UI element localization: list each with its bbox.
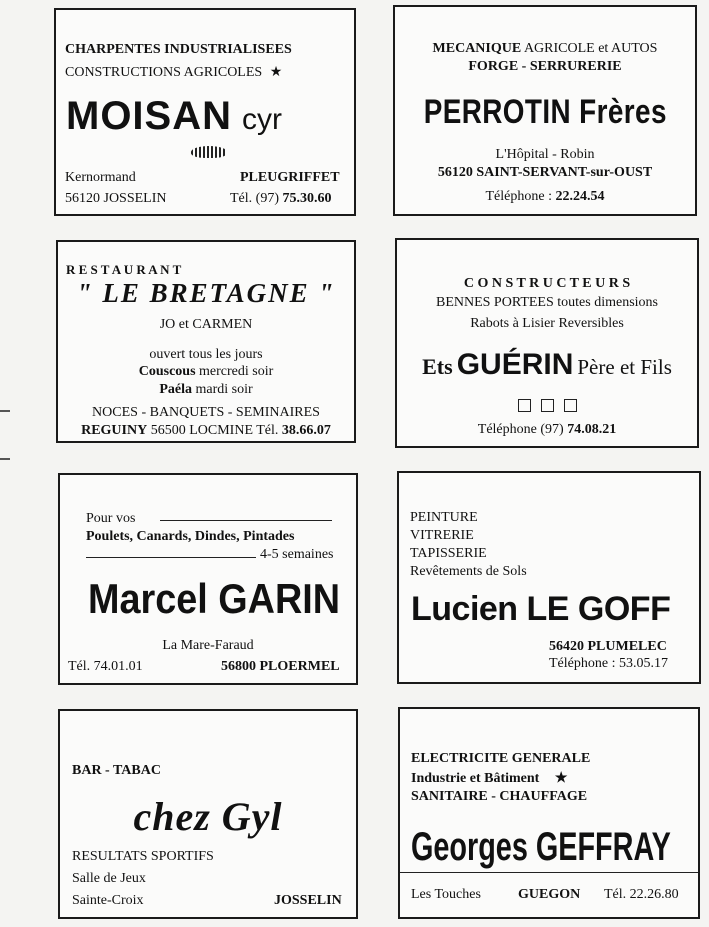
company-name: chez Gyl bbox=[133, 794, 283, 839]
city: 56120 SAINT-SERVANT-sur-OUST bbox=[437, 165, 653, 180]
city: 56420 PLUMELEC bbox=[549, 639, 667, 654]
company-name-main: GUÉRIN bbox=[456, 348, 574, 381]
company-name: " LE BRETAGNE " bbox=[76, 278, 336, 308]
telephone bbox=[397, 422, 697, 438]
ad-guerin bbox=[395, 238, 699, 448]
decorative-squares bbox=[397, 396, 697, 414]
ad-line-text: Industrie et Bâtiment bbox=[411, 771, 540, 786]
ad-le-bretagne bbox=[56, 240, 356, 443]
ad-line: BAR - TABAC bbox=[72, 763, 161, 778]
ad-line bbox=[395, 41, 695, 57]
ad-line: PEINTURE bbox=[410, 510, 478, 525]
company-name-text: Georges GEFFRAY bbox=[411, 825, 671, 869]
ad-line: TAPISSERIE bbox=[410, 546, 487, 561]
star-icon: ★ bbox=[269, 65, 283, 80]
company-name: Lucien LE GOFF bbox=[411, 590, 671, 628]
opening: ouvert tous les jours bbox=[149, 347, 263, 362]
dish bbox=[58, 364, 354, 380]
ad-line: BENNES PORTEES toutes dimensions bbox=[435, 295, 658, 310]
ad-line: R E S T A U R A N T bbox=[66, 262, 182, 277]
ad-line bbox=[411, 770, 567, 787]
telephone bbox=[395, 189, 695, 205]
tel-number: 22.24.54 bbox=[555, 189, 605, 204]
address bbox=[58, 423, 354, 439]
logo-icon bbox=[191, 146, 227, 158]
city: 56120 JOSSELIN bbox=[65, 191, 167, 206]
company-name-text: PERROTIN Frères bbox=[423, 93, 667, 131]
tel-label: Téléphone (97) bbox=[477, 422, 564, 437]
company-name-main: MOISAN bbox=[66, 94, 232, 138]
ad-perrotin bbox=[393, 5, 697, 216]
ad-line: ELECTRICITE GENERALE bbox=[411, 751, 591, 766]
square-icon bbox=[564, 399, 577, 412]
ad-line: SANITAIRE - CHAUFFAGE bbox=[411, 789, 588, 804]
ad-line bbox=[65, 64, 282, 81]
company-name-sub: cyr bbox=[242, 103, 282, 136]
square-icon bbox=[541, 399, 554, 412]
ad-line-text: CONSTRUCTIONS AGRICOLES bbox=[65, 65, 263, 80]
ad-moisan bbox=[54, 8, 356, 216]
telephone: Tél. 22.26.80 bbox=[604, 887, 679, 902]
company-prefix: Ets bbox=[422, 354, 453, 379]
ad-line-bold: MECANIQUE bbox=[432, 41, 522, 56]
ad-line: 4-5 semaines bbox=[260, 547, 334, 562]
star-icon: ★ bbox=[554, 771, 568, 786]
ad-line: RESULTATS SPORTIFS bbox=[72, 849, 214, 864]
telephone: Téléphone : 53.05.17 bbox=[549, 656, 668, 671]
square-icon bbox=[518, 399, 531, 412]
dish-name: Paéla bbox=[159, 382, 192, 397]
town: REGUINY bbox=[81, 423, 148, 438]
telephone: Tél. 74.01.01 bbox=[68, 659, 143, 674]
place: Les Touches bbox=[411, 887, 481, 902]
town: GUEGON bbox=[518, 887, 581, 902]
company-suffix: Père et Fils bbox=[577, 355, 672, 379]
ad-geffray bbox=[398, 707, 700, 919]
town: JOSSELIN bbox=[274, 893, 342, 908]
dish-day: mercredi soir bbox=[199, 364, 274, 379]
tel-label: Tél. (97) bbox=[230, 191, 279, 206]
events: NOCES - BANQUETS - SEMINAIRES bbox=[92, 405, 320, 420]
divider bbox=[86, 557, 256, 558]
divider bbox=[160, 520, 332, 521]
ad-line: Rabots à Lisier Reversibles bbox=[470, 316, 624, 331]
ad-line: VITRERIE bbox=[410, 528, 474, 543]
tel-number: 74.08.21 bbox=[567, 422, 617, 437]
dish-day: mardi soir bbox=[195, 382, 253, 397]
ad-garin bbox=[58, 473, 358, 685]
ad-chez-gyl bbox=[58, 709, 358, 919]
ad-line: Salle de Jeux bbox=[72, 871, 146, 886]
place-right: PLEUGRIFFET bbox=[240, 170, 340, 185]
company-name-text: Marcel GARIN bbox=[88, 575, 341, 622]
ad-line: Poulets, Canards, Dindes, Pintades bbox=[86, 529, 295, 544]
tel-label: Téléphone : bbox=[485, 189, 552, 204]
company-name bbox=[88, 575, 358, 624]
margin-mark bbox=[0, 410, 10, 412]
place: Sainte-Croix bbox=[72, 893, 144, 908]
place: L'Hôpital - Robin bbox=[495, 147, 595, 162]
owners: JO et CARMEN bbox=[159, 317, 253, 332]
company-name bbox=[411, 823, 700, 870]
ad-line-text: AGRICOLE et AUTOS bbox=[523, 41, 658, 56]
address-text: 56500 LOCMINE Tél. bbox=[150, 423, 279, 438]
company-name bbox=[66, 92, 282, 139]
telephone bbox=[230, 191, 331, 207]
divider bbox=[400, 872, 698, 873]
company-name bbox=[395, 93, 695, 132]
ad-line: Pour vos bbox=[86, 511, 136, 526]
ad-line: Revêtements de Sols bbox=[410, 564, 527, 579]
dish bbox=[58, 382, 354, 398]
ad-line: C O N S T R U C T E U R S bbox=[463, 276, 631, 291]
ad-line: CHARPENTES INDUSTRIALISEES bbox=[65, 42, 292, 57]
ad-line: FORGE - SERRURERIE bbox=[468, 59, 622, 74]
place: La Mare-Faraud bbox=[162, 638, 254, 653]
tel-number: 75.30.60 bbox=[282, 191, 332, 206]
ad-le-goff bbox=[397, 471, 701, 684]
dish-name: Couscous bbox=[138, 364, 196, 379]
company-name bbox=[397, 348, 697, 382]
city: 56800 PLOERMEL bbox=[221, 659, 340, 674]
tel-number: 38.66.07 bbox=[281, 423, 331, 438]
margin-mark bbox=[0, 458, 10, 460]
place-left: Kernormand bbox=[65, 170, 136, 185]
